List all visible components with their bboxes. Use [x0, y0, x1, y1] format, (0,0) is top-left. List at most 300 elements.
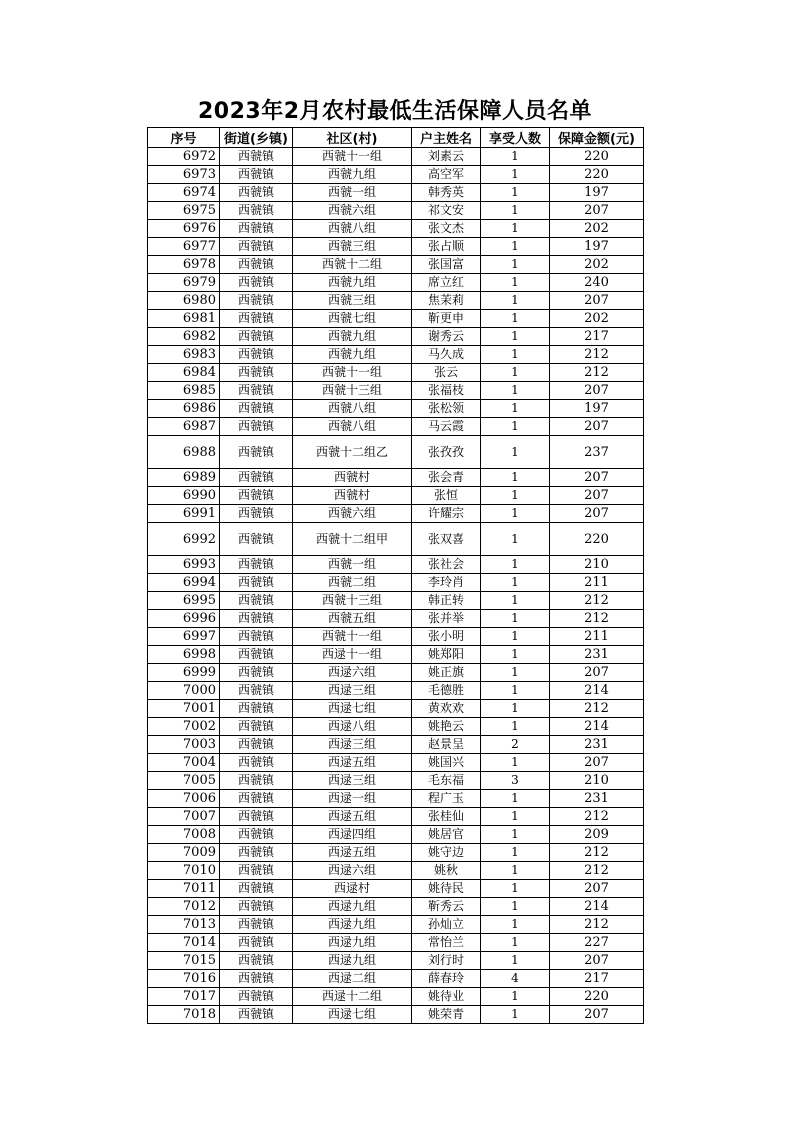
cell-householder: 张文杰: [412, 220, 481, 238]
cell-serial: 7014: [148, 934, 220, 952]
table-row: [148, 772, 644, 790]
cell-householder: 赵景呈: [412, 736, 481, 754]
cell-householder: 姚居官: [412, 826, 481, 844]
cell-persons: 1: [481, 754, 550, 772]
cell-amount: 220: [550, 988, 644, 1006]
cell-persons: 1: [481, 700, 550, 718]
cell-serial: 7015: [148, 952, 220, 970]
cell-serial: 6988: [148, 436, 220, 469]
cell-amount: 202: [550, 310, 644, 328]
cell-persons: 1: [481, 238, 550, 256]
table-row: [148, 682, 644, 700]
cell-community: 西逯村: [293, 880, 412, 898]
cell-persons: 1: [481, 487, 550, 505]
cell-householder: 姚艳云: [412, 718, 481, 736]
cell-serial: 6991: [148, 505, 220, 523]
table-row: [148, 700, 644, 718]
cell-community: 西虢十一组: [293, 628, 412, 646]
cell-community: 西虢三组: [293, 292, 412, 310]
cell-street: 西虢镇: [220, 682, 293, 700]
cell-persons: 1: [481, 556, 550, 574]
cell-serial: 6975: [148, 202, 220, 220]
cell-street: 西虢镇: [220, 364, 293, 382]
table-row: [148, 664, 644, 682]
cell-street: 西虢镇: [220, 844, 293, 862]
header-serial: 序号: [148, 128, 220, 148]
header-persons: 享受人数: [481, 128, 550, 148]
cell-street: 西虢镇: [220, 754, 293, 772]
cell-community: 西逯九组: [293, 934, 412, 952]
cell-community: 西虢五组: [293, 610, 412, 628]
cell-persons: 1: [481, 382, 550, 400]
cell-amount: 207: [550, 952, 644, 970]
cell-persons: 1: [481, 364, 550, 382]
cell-serial: 6972: [148, 148, 220, 166]
cell-persons: 1: [481, 256, 550, 274]
cell-amount: 212: [550, 916, 644, 934]
cell-persons: 1: [481, 418, 550, 436]
cell-serial: 6999: [148, 664, 220, 682]
cell-persons: 1: [481, 469, 550, 487]
table-row: [148, 346, 644, 364]
cell-serial: 6996: [148, 610, 220, 628]
cell-serial: 7009: [148, 844, 220, 862]
cell-persons: 1: [481, 808, 550, 826]
cell-community: 西虢七组: [293, 310, 412, 328]
table-row: [148, 292, 644, 310]
cell-amount: 207: [550, 469, 644, 487]
table-row: [148, 202, 644, 220]
cell-amount: 207: [550, 202, 644, 220]
table-row: [148, 592, 644, 610]
cell-amount: 207: [550, 880, 644, 898]
cell-street: 西虢镇: [220, 505, 293, 523]
cell-serial: 6986: [148, 400, 220, 418]
cell-serial: 6985: [148, 382, 220, 400]
cell-amount: 210: [550, 556, 644, 574]
cell-community: 西虢村: [293, 469, 412, 487]
cell-street: 西虢镇: [220, 1006, 293, 1024]
cell-amount: 212: [550, 364, 644, 382]
cell-persons: 1: [481, 826, 550, 844]
cell-amount: 220: [550, 148, 644, 166]
cell-community: 西逯一组: [293, 790, 412, 808]
table-row: [148, 862, 644, 880]
cell-amount: 207: [550, 418, 644, 436]
cell-amount: 212: [550, 592, 644, 610]
table-row: [148, 808, 644, 826]
cell-serial: 6997: [148, 628, 220, 646]
cell-amount: 210: [550, 772, 644, 790]
cell-householder: 毛德胜: [412, 682, 481, 700]
table-row: [148, 310, 644, 328]
cell-community: 西虢六组: [293, 202, 412, 220]
cell-street: 西虢镇: [220, 220, 293, 238]
cell-community: 西逯五组: [293, 844, 412, 862]
cell-householder: 席立红: [412, 274, 481, 292]
cell-serial: 7012: [148, 898, 220, 916]
cell-householder: 靳秀云: [412, 898, 481, 916]
cell-householder: 刘素云: [412, 148, 481, 166]
cell-persons: 1: [481, 310, 550, 328]
cell-street: 西虢镇: [220, 400, 293, 418]
cell-street: 西虢镇: [220, 556, 293, 574]
cell-amount: 220: [550, 523, 644, 556]
cell-householder: 马云霞: [412, 418, 481, 436]
cell-persons: 1: [481, 220, 550, 238]
cell-serial: 6984: [148, 364, 220, 382]
cell-householder: 高空军: [412, 166, 481, 184]
cell-amount: 207: [550, 1006, 644, 1024]
cell-community: 西逯五组: [293, 754, 412, 772]
cell-householder: 韩正转: [412, 592, 481, 610]
cell-householder: 马久成: [412, 346, 481, 364]
cell-householder: 姚守边: [412, 844, 481, 862]
cell-serial: 7016: [148, 970, 220, 988]
cell-persons: 1: [481, 682, 550, 700]
cell-street: 西虢镇: [220, 166, 293, 184]
cell-community: 西虢十一组: [293, 148, 412, 166]
cell-community: 西逯九组: [293, 916, 412, 934]
cell-community: 西虢六组: [293, 505, 412, 523]
cell-street: 西虢镇: [220, 790, 293, 808]
cell-householder: 姚荣青: [412, 1006, 481, 1024]
cell-community: 西虢十二组乙: [293, 436, 412, 469]
cell-persons: 1: [481, 934, 550, 952]
cell-persons: 1: [481, 274, 550, 292]
cell-householder: 韩秀英: [412, 184, 481, 202]
cell-persons: 1: [481, 574, 550, 592]
cell-serial: 7011: [148, 880, 220, 898]
header-street: 街道(乡镇): [220, 128, 293, 148]
table-row: [148, 826, 644, 844]
cell-serial: 6989: [148, 469, 220, 487]
cell-persons: 1: [481, 202, 550, 220]
table-row: [148, 469, 644, 487]
cell-amount: 202: [550, 220, 644, 238]
cell-amount: 212: [550, 844, 644, 862]
table-row: [148, 274, 644, 292]
cell-community: 西虢八组: [293, 220, 412, 238]
cell-community: 西虢一组: [293, 184, 412, 202]
cell-householder: 黄欢欢: [412, 700, 481, 718]
cell-serial: 6974: [148, 184, 220, 202]
cell-street: 西虢镇: [220, 736, 293, 754]
table-row: [148, 790, 644, 808]
cell-community: 西逯十一组: [293, 646, 412, 664]
cell-serial: 6978: [148, 256, 220, 274]
cell-street: 西虢镇: [220, 772, 293, 790]
cell-amount: 207: [550, 505, 644, 523]
cell-persons: 3: [481, 772, 550, 790]
cell-amount: 231: [550, 790, 644, 808]
cell-community: 西逯三组: [293, 736, 412, 754]
cell-amount: 217: [550, 970, 644, 988]
cell-persons: 1: [481, 436, 550, 469]
cell-serial: 7018: [148, 1006, 220, 1024]
table-row: [148, 1006, 644, 1024]
cell-serial: 7017: [148, 988, 220, 1006]
cell-householder: 张双喜: [412, 523, 481, 556]
table-row: [148, 328, 644, 346]
cell-householder: 姚待民: [412, 880, 481, 898]
cell-community: 西逯六组: [293, 664, 412, 682]
cell-persons: 1: [481, 646, 550, 664]
cell-street: 西虢镇: [220, 970, 293, 988]
cell-street: 西虢镇: [220, 718, 293, 736]
table-row: [148, 436, 644, 469]
cell-street: 西虢镇: [220, 826, 293, 844]
cell-householder: 姚待业: [412, 988, 481, 1006]
table-row: [148, 184, 644, 202]
cell-street: 西虢镇: [220, 628, 293, 646]
cell-community: 西逯九组: [293, 898, 412, 916]
cell-householder: 姚正旗: [412, 664, 481, 682]
cell-serial: 6973: [148, 166, 220, 184]
table-row: [148, 934, 644, 952]
cell-amount: 197: [550, 400, 644, 418]
cell-community: 西逯七组: [293, 700, 412, 718]
table-row: [148, 256, 644, 274]
cell-householder: 谢秀云: [412, 328, 481, 346]
cell-community: 西逯三组: [293, 682, 412, 700]
cell-community: 西虢八组: [293, 418, 412, 436]
cell-persons: 1: [481, 844, 550, 862]
cell-street: 西虢镇: [220, 148, 293, 166]
cell-serial: 6993: [148, 556, 220, 574]
cell-householder: 靳更申: [412, 310, 481, 328]
cell-serial: 7005: [148, 772, 220, 790]
table-row: [148, 952, 644, 970]
table-row: [148, 970, 644, 988]
header-householder: 户主姓名: [412, 128, 481, 148]
cell-serial: 6983: [148, 346, 220, 364]
cell-community: 西虢十一组: [293, 364, 412, 382]
cell-householder: 薛春玲: [412, 970, 481, 988]
table-row: [148, 556, 644, 574]
cell-householder: 姚秋: [412, 862, 481, 880]
cell-street: 西虢镇: [220, 523, 293, 556]
cell-street: 西虢镇: [220, 574, 293, 592]
table-row: [148, 418, 644, 436]
cell-persons: 1: [481, 790, 550, 808]
cell-community: 西虢九组: [293, 328, 412, 346]
cell-serial: 7010: [148, 862, 220, 880]
table-row: [148, 736, 644, 754]
cell-householder: 许耀宗: [412, 505, 481, 523]
cell-community: 西逯八组: [293, 718, 412, 736]
cell-persons: 1: [481, 718, 550, 736]
table-row: [148, 754, 644, 772]
cell-householder: 张占顺: [412, 238, 481, 256]
table-row: [148, 646, 644, 664]
cell-amount: 211: [550, 574, 644, 592]
cell-street: 西虢镇: [220, 592, 293, 610]
cell-serial: 6982: [148, 328, 220, 346]
cell-persons: 1: [481, 292, 550, 310]
cell-community: 西逯五组: [293, 808, 412, 826]
cell-householder: 孙灿立: [412, 916, 481, 934]
cell-street: 西虢镇: [220, 202, 293, 220]
cell-street: 西虢镇: [220, 238, 293, 256]
cell-persons: 1: [481, 610, 550, 628]
cell-householder: 张孜孜: [412, 436, 481, 469]
cell-street: 西虢镇: [220, 934, 293, 952]
cell-serial: 6979: [148, 274, 220, 292]
cell-amount: 214: [550, 898, 644, 916]
cell-persons: 1: [481, 988, 550, 1006]
cell-householder: 张国富: [412, 256, 481, 274]
cell-street: 西虢镇: [220, 292, 293, 310]
table-header-row: [148, 128, 644, 148]
cell-householder: 张云: [412, 364, 481, 382]
cell-street: 西虢镇: [220, 274, 293, 292]
cell-community: 西虢九组: [293, 166, 412, 184]
cell-street: 西虢镇: [220, 664, 293, 682]
cell-persons: 1: [481, 184, 550, 202]
header-community: 社区(村): [293, 128, 412, 148]
cell-serial: 6998: [148, 646, 220, 664]
cell-amount: 231: [550, 736, 644, 754]
cell-persons: 1: [481, 328, 550, 346]
table-row: [148, 364, 644, 382]
table-row: [148, 610, 644, 628]
cell-persons: 1: [481, 628, 550, 646]
cell-serial: 7007: [148, 808, 220, 826]
cell-persons: 1: [481, 523, 550, 556]
table-row: [148, 505, 644, 523]
cell-street: 西虢镇: [220, 346, 293, 364]
cell-persons: 1: [481, 898, 550, 916]
cell-serial: 7004: [148, 754, 220, 772]
cell-community: 西虢三组: [293, 238, 412, 256]
cell-community: 西虢十三组: [293, 382, 412, 400]
cell-amount: 209: [550, 826, 644, 844]
table-row: [148, 574, 644, 592]
table-row: [148, 916, 644, 934]
cell-amount: 211: [550, 628, 644, 646]
cell-serial: 7006: [148, 790, 220, 808]
table-row: [148, 880, 644, 898]
cell-community: 西逯二组: [293, 970, 412, 988]
cell-householder: 张桂仙: [412, 808, 481, 826]
cell-persons: 1: [481, 862, 550, 880]
cell-serial: 6980: [148, 292, 220, 310]
cell-amount: 212: [550, 346, 644, 364]
cell-street: 西虢镇: [220, 700, 293, 718]
table-row: [148, 898, 644, 916]
cell-householder: 姚国兴: [412, 754, 481, 772]
page-title: 2023年2月农村最低生活保障人员名单: [197, 99, 593, 124]
cell-community: 西逯十二组: [293, 988, 412, 1006]
cell-householder: 张小明: [412, 628, 481, 646]
cell-community: 西逯六组: [293, 862, 412, 880]
cell-amount: 227: [550, 934, 644, 952]
cell-serial: 7001: [148, 700, 220, 718]
cell-serial: 7003: [148, 736, 220, 754]
cell-community: 西虢九组: [293, 346, 412, 364]
cell-householder: 刘行时: [412, 952, 481, 970]
cell-amount: 207: [550, 487, 644, 505]
cell-persons: 1: [481, 880, 550, 898]
cell-householder: 张会青: [412, 469, 481, 487]
table-row: [148, 400, 644, 418]
cell-community: 西逯四组: [293, 826, 412, 844]
table-row: [148, 844, 644, 862]
cell-serial: 6987: [148, 418, 220, 436]
cell-street: 西虢镇: [220, 487, 293, 505]
cell-community: 西逯九组: [293, 952, 412, 970]
cell-community: 西逯七组: [293, 1006, 412, 1024]
cell-serial: 6977: [148, 238, 220, 256]
cell-persons: 1: [481, 346, 550, 364]
cell-amount: 202: [550, 256, 644, 274]
cell-street: 西虢镇: [220, 880, 293, 898]
table-row: [148, 718, 644, 736]
cell-amount: 197: [550, 184, 644, 202]
cell-serial: 7008: [148, 826, 220, 844]
cell-street: 西虢镇: [220, 310, 293, 328]
table-row: [148, 166, 644, 184]
table-row: [148, 382, 644, 400]
cell-community: 西虢八组: [293, 400, 412, 418]
cell-street: 西虢镇: [220, 382, 293, 400]
cell-householder: 毛东福: [412, 772, 481, 790]
cell-householder: 张并举: [412, 610, 481, 628]
cell-street: 西虢镇: [220, 988, 293, 1006]
cell-street: 西虢镇: [220, 328, 293, 346]
cell-serial: 7000: [148, 682, 220, 700]
cell-amount: 207: [550, 292, 644, 310]
cell-community: 西虢二组: [293, 574, 412, 592]
cell-street: 西虢镇: [220, 469, 293, 487]
cell-amount: 237: [550, 436, 644, 469]
cell-amount: 214: [550, 718, 644, 736]
cell-street: 西虢镇: [220, 184, 293, 202]
table-row: [148, 487, 644, 505]
cell-serial: 7002: [148, 718, 220, 736]
cell-community: 西虢一组: [293, 556, 412, 574]
cell-street: 西虢镇: [220, 436, 293, 469]
cell-persons: 1: [481, 148, 550, 166]
cell-community: 西虢十三组: [293, 592, 412, 610]
cell-persons: 1: [481, 166, 550, 184]
cell-amount: 214: [550, 682, 644, 700]
cell-persons: 1: [481, 592, 550, 610]
cell-street: 西虢镇: [220, 952, 293, 970]
cell-householder: 张松领: [412, 400, 481, 418]
cell-amount: 207: [550, 664, 644, 682]
cell-amount: 207: [550, 382, 644, 400]
cell-community: 西虢十二组甲: [293, 523, 412, 556]
cell-serial: 6994: [148, 574, 220, 592]
table-row: [148, 238, 644, 256]
cell-community: 西虢九组: [293, 274, 412, 292]
cell-amount: 212: [550, 808, 644, 826]
cell-persons: 4: [481, 970, 550, 988]
cell-amount: 240: [550, 274, 644, 292]
cell-street: 西虢镇: [220, 898, 293, 916]
cell-street: 西虢镇: [220, 916, 293, 934]
table-row: [148, 220, 644, 238]
table-row: [148, 148, 644, 166]
cell-community: 西虢十二组: [293, 256, 412, 274]
cell-persons: 2: [481, 736, 550, 754]
cell-amount: 217: [550, 328, 644, 346]
cell-amount: 197: [550, 238, 644, 256]
cell-serial: 6976: [148, 220, 220, 238]
cell-householder: 祁文安: [412, 202, 481, 220]
